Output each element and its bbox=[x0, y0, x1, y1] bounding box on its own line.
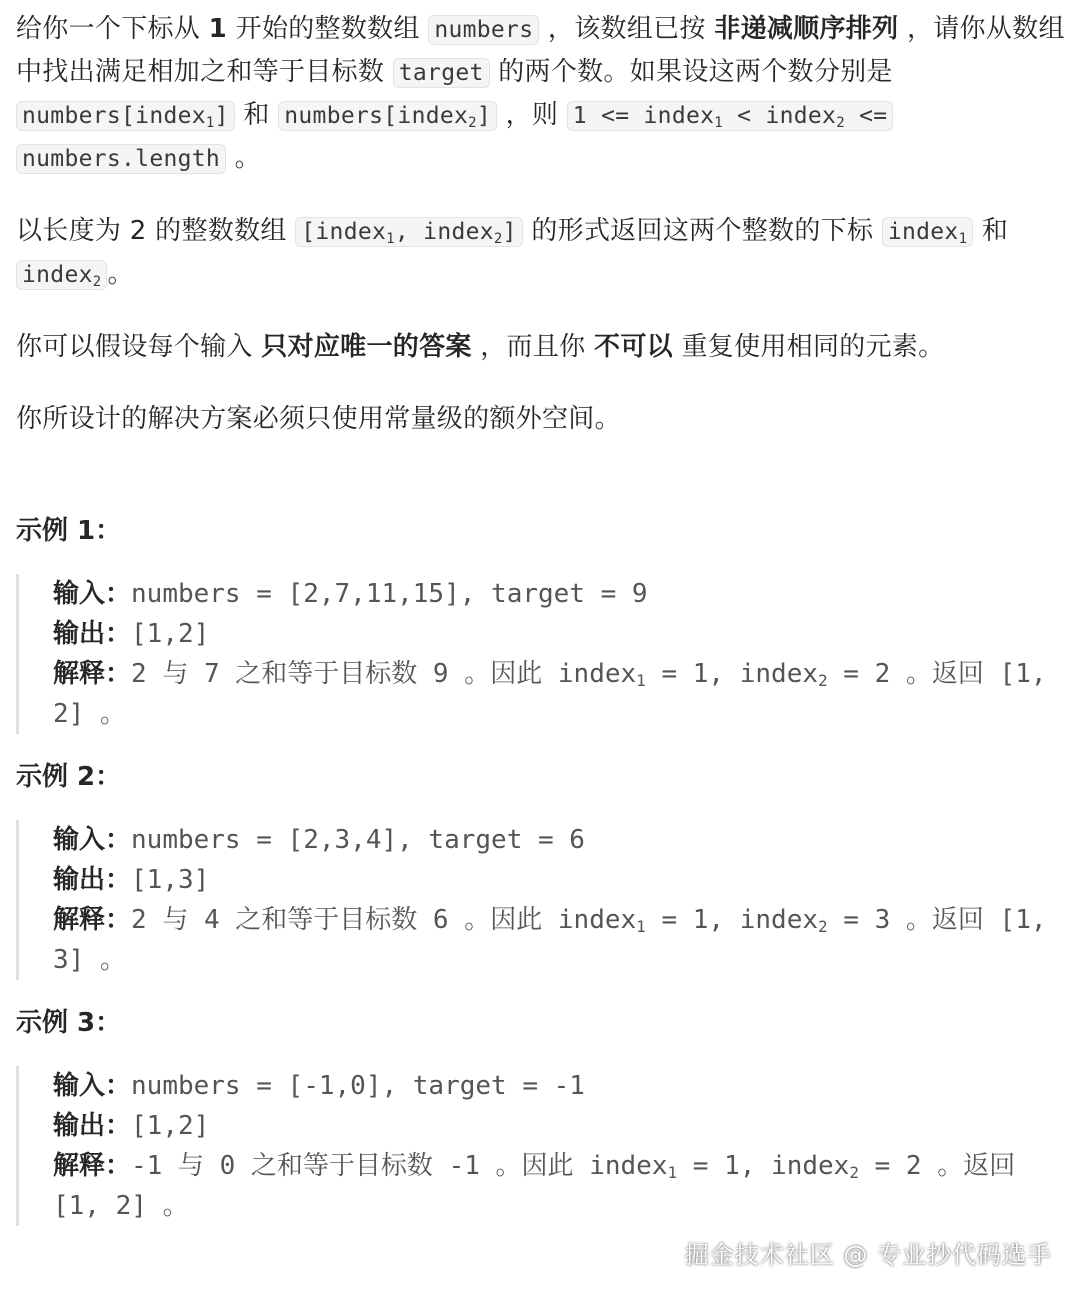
text: ，则 bbox=[497, 100, 567, 130]
text: ，该数组已按 bbox=[539, 14, 715, 44]
subscript: 1 bbox=[205, 115, 215, 131]
subscript: 2 bbox=[818, 917, 828, 936]
output-label: 输出： bbox=[53, 1111, 132, 1141]
code-text: , index bbox=[394, 219, 494, 245]
output-value: [1,2] bbox=[131, 1111, 210, 1141]
code-text: index bbox=[887, 219, 959, 245]
explanation-text: = 1, index bbox=[677, 1151, 850, 1181]
code-text: ] bbox=[214, 103, 229, 129]
inline-code-index-array bbox=[295, 217, 523, 247]
example-output-line bbox=[53, 860, 1076, 900]
subscript: 2 bbox=[468, 115, 477, 131]
text: ，而且你 bbox=[471, 332, 595, 362]
example-output-line bbox=[53, 1106, 1076, 1146]
spacer bbox=[16, 368, 1076, 398]
bold-text: 1 bbox=[208, 14, 228, 44]
example-input-line bbox=[53, 820, 1076, 860]
explanation-text: = 2 。返回 [1, 2] 。 bbox=[53, 659, 1063, 729]
text: 和 bbox=[234, 100, 279, 130]
inline-code-numbers-index1 bbox=[16, 101, 235, 131]
explanation-label: 解释： bbox=[53, 659, 132, 689]
subscript: 1 bbox=[714, 115, 724, 131]
subscript: 1 bbox=[636, 671, 646, 690]
output-label: 输出： bbox=[53, 865, 132, 895]
output-value: [1,2] bbox=[131, 619, 210, 649]
inline-code-index2 bbox=[16, 260, 107, 290]
subscript: 1 bbox=[667, 1163, 678, 1182]
code-text: [index bbox=[301, 219, 387, 245]
subscript: 1 bbox=[636, 917, 646, 936]
paragraph-problem-statement bbox=[16, 8, 1076, 180]
explanation-text: = 3 。返回 [1, 3] 。 bbox=[53, 905, 1063, 975]
code-text: ] bbox=[476, 103, 492, 129]
explanation-text: = 1, index bbox=[645, 905, 818, 935]
subscript: 1 bbox=[958, 231, 968, 247]
text: 给你一个下标从 bbox=[16, 14, 209, 44]
text: 重复使用相同的元素。 bbox=[672, 332, 945, 362]
subscript: 1 bbox=[386, 231, 395, 247]
text: 。 bbox=[226, 143, 261, 173]
explanation-text: = 2 。返回 [1, 2] 。 bbox=[53, 1151, 1031, 1221]
spacer bbox=[16, 296, 1076, 326]
code-text: 1 <= index bbox=[572, 103, 715, 129]
explanation-text: 2 与 7 之和等于目标数 9 。因此 index bbox=[131, 659, 637, 689]
explanation-text: 2 与 4 之和等于目标数 6 。因此 index bbox=[131, 905, 637, 935]
subscript: 2 bbox=[836, 115, 845, 131]
inline-code-numbers: numbers bbox=[428, 15, 539, 45]
inline-code-index1 bbox=[882, 217, 973, 247]
watermark: 掘金技术社区 @ 专业抄代码选手 bbox=[684, 1241, 1052, 1269]
text: 。 bbox=[107, 259, 134, 289]
subscript: 2 bbox=[849, 1163, 859, 1182]
inline-code-numbers-index2 bbox=[278, 101, 497, 131]
bold-text: 非递减顺序排列 bbox=[714, 14, 899, 44]
explanation-label: 解释： bbox=[53, 1151, 132, 1181]
output-value: [1,3] bbox=[131, 865, 210, 895]
example-explanation-line bbox=[53, 1146, 1076, 1226]
inline-code-numbers-length: numbers.length bbox=[16, 144, 226, 174]
output-label: 输出： bbox=[53, 619, 132, 649]
code-text: index bbox=[22, 262, 93, 288]
subscript: 2 bbox=[493, 231, 503, 247]
paragraph-unique-answer bbox=[16, 326, 1076, 368]
text: 和 bbox=[973, 216, 1009, 246]
example-1-block bbox=[16, 574, 1076, 734]
code-text: ] bbox=[502, 219, 517, 245]
example-input-line bbox=[53, 574, 1076, 614]
text: 开始的整数数组 bbox=[227, 14, 429, 44]
paragraph-return-format bbox=[16, 210, 1076, 296]
code-text: < index bbox=[723, 103, 837, 129]
example-1-title: 示例 1： bbox=[16, 516, 122, 546]
code-text: numbers[index bbox=[284, 103, 469, 129]
paragraph-constant-space: 你所设计的解决方案必须只使用常量级的额外空间。 bbox=[16, 404, 621, 434]
text: 的形式返回这两个整数的下标 bbox=[522, 216, 882, 246]
text: 的两个数。如果设这两个数分别是 bbox=[489, 57, 893, 87]
spacer bbox=[16, 440, 1076, 510]
example-3-block bbox=[16, 1066, 1076, 1226]
text: 你可以假设每个输入 bbox=[16, 332, 262, 362]
code-text: numbers[index bbox=[22, 103, 206, 129]
input-value: numbers = [2,3,4], target = 6 bbox=[131, 825, 585, 855]
inline-code-target: target bbox=[393, 58, 490, 88]
subscript: 2 bbox=[92, 274, 102, 290]
example-3-title: 示例 3： bbox=[16, 1008, 122, 1038]
input-value: numbers = [-1,0], target = -1 bbox=[131, 1071, 585, 1101]
subscript: 2 bbox=[818, 671, 828, 690]
example-2-block bbox=[16, 820, 1076, 980]
input-value: numbers = [2,7,11,15], target = 9 bbox=[131, 579, 648, 609]
input-label: 输入： bbox=[53, 825, 132, 855]
text: ，请你从数组中找出满足相加之和等于目标数 bbox=[16, 14, 1065, 87]
explanation-text: -1 与 0 之和等于目标数 -1 。因此 index bbox=[131, 1151, 668, 1181]
text: 以长度为 2 的整数数组 bbox=[16, 216, 296, 246]
problem-description bbox=[16, 8, 1076, 1248]
explanation-label: 解释： bbox=[53, 905, 132, 935]
explanation-text: = 1, index bbox=[645, 659, 818, 689]
input-label: 输入： bbox=[53, 579, 132, 609]
bold-text: 只对应唯一的答案 bbox=[261, 332, 472, 362]
example-explanation-line bbox=[53, 654, 1076, 734]
spacer bbox=[16, 180, 1076, 210]
example-input-line bbox=[53, 1066, 1076, 1106]
example-explanation-line bbox=[53, 900, 1076, 980]
input-label: 输入： bbox=[53, 1071, 132, 1101]
example-output-line bbox=[53, 614, 1076, 654]
example-2-title: 示例 2： bbox=[16, 762, 122, 792]
code-text: <= bbox=[844, 103, 888, 129]
bold-text: 不可以 bbox=[594, 332, 673, 362]
inline-code-condition bbox=[567, 101, 894, 131]
